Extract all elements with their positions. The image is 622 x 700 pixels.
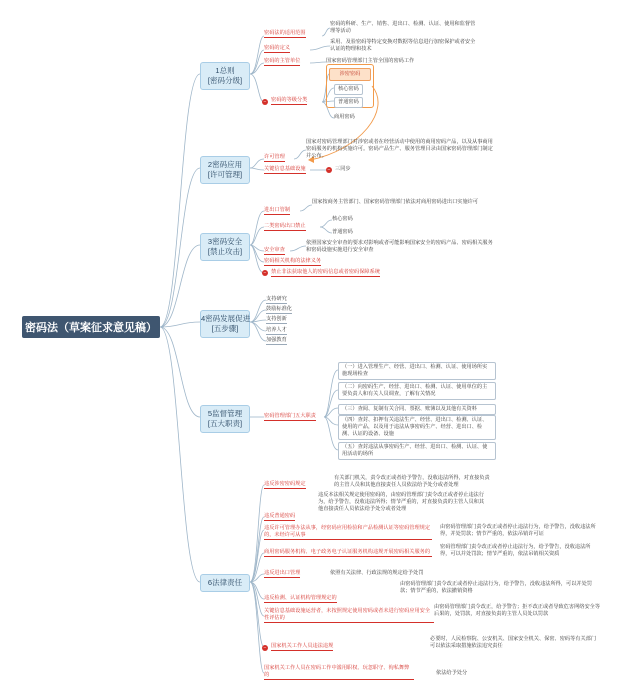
level-commercial[interactable]: 商用密码	[334, 114, 355, 120]
collapse-icon[interactable]: −	[263, 645, 267, 651]
collapse-icon[interactable]: −	[327, 167, 331, 173]
s6-branch-4[interactable]: 商用密码服务机构、电子政务电子认证服务机构违规开展密码相关服务的	[264, 549, 431, 555]
s3-import-text: 国家按商务主管部门、国家密码管理部门依法对商用密码进出口实施许可	[312, 199, 479, 205]
collapse-icon[interactable]: −	[263, 99, 267, 105]
level-ordinary[interactable]: 普通密码	[334, 97, 363, 108]
s6-text-3: 由密码管理部门责令改正或者停止违法行为，给予警告，没收违法所得，并处罚款；情节严重的，依法吊销许可证	[440, 524, 596, 537]
s4-item-4[interactable]: 培养人才	[266, 327, 287, 333]
s1-definition-branch[interactable]: 密码的定义	[264, 45, 290, 51]
section-3-title: 3密码安全 [禁止攻击]	[207, 237, 243, 256]
section-1-node[interactable]	[200, 62, 250, 90]
s6-branch-7[interactable]: 关键信息基础设施运营者，未按照规定使用密码或者未进行密码应用安全性评估的	[264, 608, 434, 623]
s5-duty-4: （四）查封、扣押有关违法生产、经营、进出口、检测、认证、使用的产品，以及用于违法从事密码生产、经营、进出口、检测、认证的设备、设施	[338, 415, 496, 440]
s4-item-3[interactable]: 支持创新	[266, 316, 287, 322]
s6-branch-2[interactable]: 违反普通密码	[264, 513, 296, 519]
s2-license-branch[interactable]: 许可管理	[264, 154, 285, 160]
s6-text-6: 由密码管理部门责令改正或者停止违法行为，给予警告，没收违法所得，可以并处罚款；情节严重的，依法撤销资格	[400, 581, 592, 594]
section-4-node[interactable]	[200, 310, 250, 338]
s6-text-9: 依法给予处分	[436, 670, 468, 676]
s1-authority-branch[interactable]: 密码的主管单位	[264, 58, 301, 64]
edge-root-s5	[160, 327, 200, 417]
s6-text-7: 由密码管理部门责令改正，给予警告；拒不改正或者导致危害网络安全等后果的，处罚款，对直接负责的主管人员处以罚款	[434, 604, 601, 617]
s4-item-2[interactable]: 鼓励标准化	[266, 306, 292, 312]
s3-security-review-text: 依照国家安全审查的要求对影响或者可能影响国家安全的密码产品、密码相关服务和密码设施实施进行安全审查	[306, 240, 493, 253]
s6-branch-5[interactable]: 违反进出口管理	[264, 570, 301, 576]
s6-text-2: 违反本法相关规定使用密码的，由密码管理部门责令改正或者停止违法行为，给予警告，没收违法所得；情节严重的，对直接负责的主管人员和其他直接责任人员依法给予处分或者处理	[318, 492, 485, 512]
collapse-icon[interactable]: −	[263, 270, 267, 276]
s3-export-control-branch[interactable]: 进出口管制	[264, 207, 290, 213]
s6-text-5: 依照有关法律、行政法规的规定给予处罚	[330, 570, 424, 576]
s6-text-8: 必要时，人民检察院、公安机关、国家安全机关、保密、密码等有关部门可以依法采取措施依法追究责任	[430, 636, 597, 649]
section-6-title: 6法律责任	[207, 578, 243, 587]
s6-branch-9[interactable]: 国家机关工作人员在密码工作中滥用职权、玩忽职守、徇私舞弊的	[264, 665, 414, 680]
section-6-node[interactable]	[200, 574, 250, 592]
s3-security-review-branch[interactable]: 安全审查	[264, 247, 285, 253]
edge-root-s3	[160, 245, 200, 327]
s1-scope-text: 密码的科研、生产、销售、进出口、检测、认证、使用和监督管理等活动	[330, 21, 476, 34]
s1-definition-text: 采用、及验密码等特定变换对数据等信息进行加密保护或者安全认证的物理和技术	[330, 39, 476, 52]
section-5-title: 5监督管理 [五大职责]	[207, 409, 243, 428]
s6-branch-6[interactable]: 违反检测、认证机构管理规定的	[264, 595, 337, 601]
s3-prohibition-branch[interactable]: 禁止非法获取他人的密码信息或者密码保障系统	[271, 269, 380, 275]
s3-ordinary-crypto: 普通密码	[332, 229, 353, 235]
section-2-title: 2密码应用 [许可管理]	[207, 160, 243, 179]
section-1-title: 1总则 [密码分级]	[207, 66, 243, 85]
s6-branch-3[interactable]: 违反许可管理办法从事，经密码应用检验和产品检测认证等密码管理规定的，未经许可从事	[264, 525, 431, 538]
section-3-node[interactable]	[200, 233, 250, 261]
s6-branch-8[interactable]: 国家机关工作人员违法违规	[271, 643, 334, 649]
section-4-title: 4密码发展促进 [五步骤]	[201, 314, 251, 333]
s3-core-crypto: 核心密码	[332, 216, 353, 222]
s1-authority-text: 国家密码管理部门主管全国的密码工作	[326, 58, 415, 64]
s5-duty-2: （二）向密码生产、经营、进出口、检测、认证、使用单位的主要负责人和有关人员调查，了解有关情况	[338, 382, 496, 400]
s4-item-1[interactable]: 支持研究	[266, 296, 287, 302]
s6-text-4: 密码管理部门责令改正或者停止违法行为，给予警告，没收违法所得，可以并处罚款；情节严重的，依法吊销相关资质	[440, 544, 591, 557]
s3-obligation-branch[interactable]: 密码相关机构的法律义务	[264, 258, 322, 264]
s2-three-sync: 三同步	[335, 166, 351, 172]
s4-item-5[interactable]: 加强教育	[266, 337, 287, 343]
s5-duties-branch[interactable]: 密码管理部门五大职责	[264, 413, 316, 419]
s5-duty-5: （五）查封违法从事密码生产、经营、进出口、检测、认证、使用活动的场所	[338, 442, 496, 460]
root-node[interactable]: 密码法（草案征求意见稿）	[22, 316, 160, 338]
s6-branch-1[interactable]: 违反涉密密码规定	[264, 481, 306, 487]
s5-duty-1: （一）进入管理生产、经营、进出口、检测、认证、使用场所实施现场检查	[338, 362, 496, 380]
s5-duty-3: （三）查阅、复制有关合同、票据、账簿以及其他有关资料	[338, 404, 496, 415]
section-5-node[interactable]	[200, 405, 250, 433]
level-core[interactable]: 核心密码	[334, 84, 363, 95]
section-2-node[interactable]	[200, 156, 250, 184]
classified-tag[interactable]: 涉密密码	[329, 68, 371, 81]
s1-scope-branch[interactable]: 密码法的适用范围	[264, 30, 306, 36]
s2-license-text: 国家对密码管理部门对涉密或者在经营活动中使用的商用密码产品，以及从事商用密码服务的机构实施许可。密码产品生产、服务管理目录由国家密码管理部门制定并公布。	[306, 139, 493, 159]
edge-root-s1	[160, 74, 200, 327]
s1-levels-branch[interactable]: 密码的等级分类	[271, 97, 308, 103]
edge-root-s6	[160, 327, 200, 582]
s3-export-ban-branch[interactable]: 二类密码出口禁止	[264, 223, 306, 229]
s6-text-1: 有关部门机关，责令改正或者给予警告，没收违法所得，对直接负责的主管人员和其他直接责任人员依法给予处分或者处理	[334, 475, 490, 488]
s2-infrastructure-branch[interactable]: 关键信息基础设施	[264, 166, 306, 172]
